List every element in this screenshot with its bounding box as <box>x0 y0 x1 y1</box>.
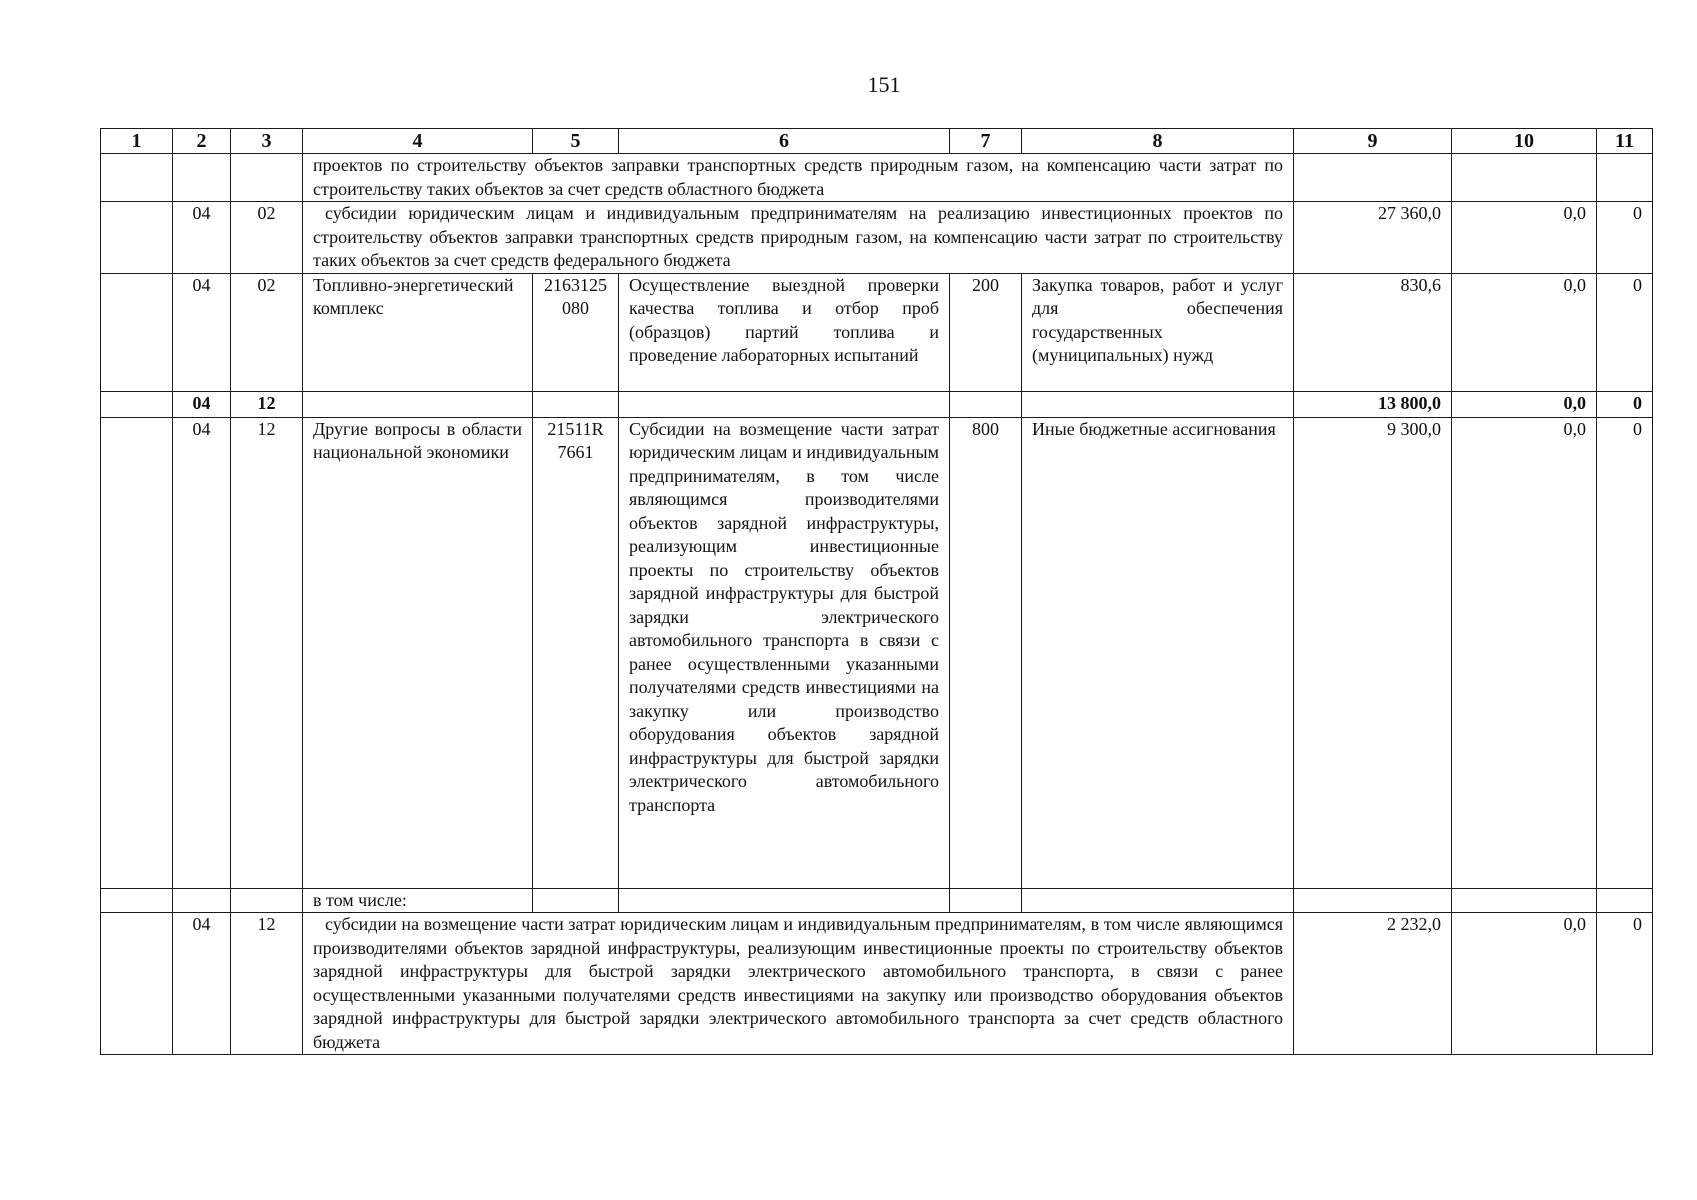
amount-col11: 0 <box>1597 391 1653 417</box>
amount-col9: 830,6 <box>1294 273 1452 391</box>
subsection-code: 12 <box>231 417 303 888</box>
column-header: 6 <box>619 129 950 154</box>
column-header: 7 <box>950 129 1022 154</box>
subsection-code: 02 <box>231 202 303 274</box>
expense-type-code: 200 <box>950 273 1022 391</box>
row-description: субсидии юридическим лицам и индивидуальным предпринимателям на реализацию инвестиционных проектов по строительству объектов заправки транспортных средств природным газом, на компенсацию части затрат по строительству таких объектов за счет средств федерального бюджета <box>303 202 1294 274</box>
subsection-code: 02 <box>231 273 303 391</box>
target-article-code: 21511R7661 <box>533 417 619 888</box>
expense-type-name: Закупка товаров, работ и услуг для обеспечения государственных (муниципальных) нужд <box>1022 273 1294 391</box>
subsection-code: 12 <box>231 391 303 417</box>
amount-col10: 0,0 <box>1452 273 1597 391</box>
section-code: 04 <box>173 273 231 391</box>
amount-col9: 2 232,0 <box>1294 913 1452 1055</box>
column-header: 4 <box>303 129 533 154</box>
row-description: проектов по строительству объектов заправки транспортных средств природным газом, на компенсацию части затрат по строительству таких объектов за счет средств областного бюджета <box>303 154 1294 202</box>
subsection-code: 12 <box>231 913 303 1055</box>
table-row <box>101 154 1653 202</box>
table-row <box>101 417 1653 888</box>
page-number: 151 <box>867 72 901 97</box>
amount-col9: 13 800,0 <box>1294 391 1452 417</box>
column-header: 10 <box>1452 129 1597 154</box>
amount-col11: 0 <box>1597 202 1653 274</box>
expense-description: Субсидии на возмещение части затрат юридическим лицам и индивидуальным предпринимателям, в том числе являющимся производителями объектов зарядной инфраструктуры, реализующим инвестиционные проекты по строительству объектов зарядной инфраструктуры для быстрой зарядки электрического автомобильного транспорта в связи с ранее осуществленными указанными получателями средств инвестициями на закупку или производство оборудования объектов зарядной инфраструктуры для быстрой зарядки электрического автомобильного транспорта <box>619 417 950 888</box>
amount-col9: 9 300,0 <box>1294 417 1452 888</box>
section-code: 04 <box>173 417 231 888</box>
target-article-code: 2163125080 <box>533 273 619 391</box>
table-row <box>101 273 1653 391</box>
section-code: 04 <box>173 913 231 1055</box>
amount-col11: 0 <box>1597 417 1653 888</box>
row-description: субсидии на возмещение части затрат юридическим лицам и индивидуальным предпринимателям, в том числе являющимся производителями объектов зарядной инфраструктуры, реализующим инвестиционные проекты по строительству объектов зарядной инфраструктуры для быстрой зарядки электрического автомобильного транспорта, в связи с ранее осуществленными указанными получателями средств инвестициями на закупку или производство оборудования объектов зарядной инфраструктуры для быстрой зарядки электрического автомобильного транспорта за счет средств областного бюджета <box>303 913 1294 1055</box>
expense-type-code: 800 <box>950 417 1022 888</box>
table-row <box>101 202 1653 274</box>
budget-table <box>100 128 1653 1055</box>
amount-col11: 0 <box>1597 913 1653 1055</box>
including-label: в том числе: <box>303 888 533 913</box>
amount-col11: 0 <box>1597 273 1653 391</box>
amount-col10: 0,0 <box>1452 202 1597 274</box>
column-header: 11 <box>1597 129 1653 154</box>
column-header: 8 <box>1022 129 1294 154</box>
program-name: Топливно-энергетический комплекс <box>303 273 533 391</box>
amount-col9: 27 360,0 <box>1294 202 1452 274</box>
table-row <box>101 913 1653 1055</box>
column-header: 9 <box>1294 129 1452 154</box>
column-header: 2 <box>173 129 231 154</box>
column-number-header-row <box>101 129 1653 154</box>
amount-col10: 0,0 <box>1452 913 1597 1055</box>
amount-col10: 0,0 <box>1452 417 1597 888</box>
expense-type-name: Иные бюджетные ассигнования <box>1022 417 1294 888</box>
table-row <box>101 888 1653 913</box>
program-name: Другие вопросы в области национальной экономики <box>303 417 533 888</box>
section-code: 04 <box>173 202 231 274</box>
amount-col10: 0,0 <box>1452 391 1597 417</box>
expense-description: Осуществление выездной проверки качества топлива и отбор проб (образцов) партий топлива и проведение лабораторных испытаний <box>619 273 950 391</box>
column-header: 3 <box>231 129 303 154</box>
column-header: 1 <box>101 129 173 154</box>
section-code: 04 <box>173 391 231 417</box>
subtotal-row <box>101 391 1653 417</box>
column-header: 5 <box>533 129 619 154</box>
